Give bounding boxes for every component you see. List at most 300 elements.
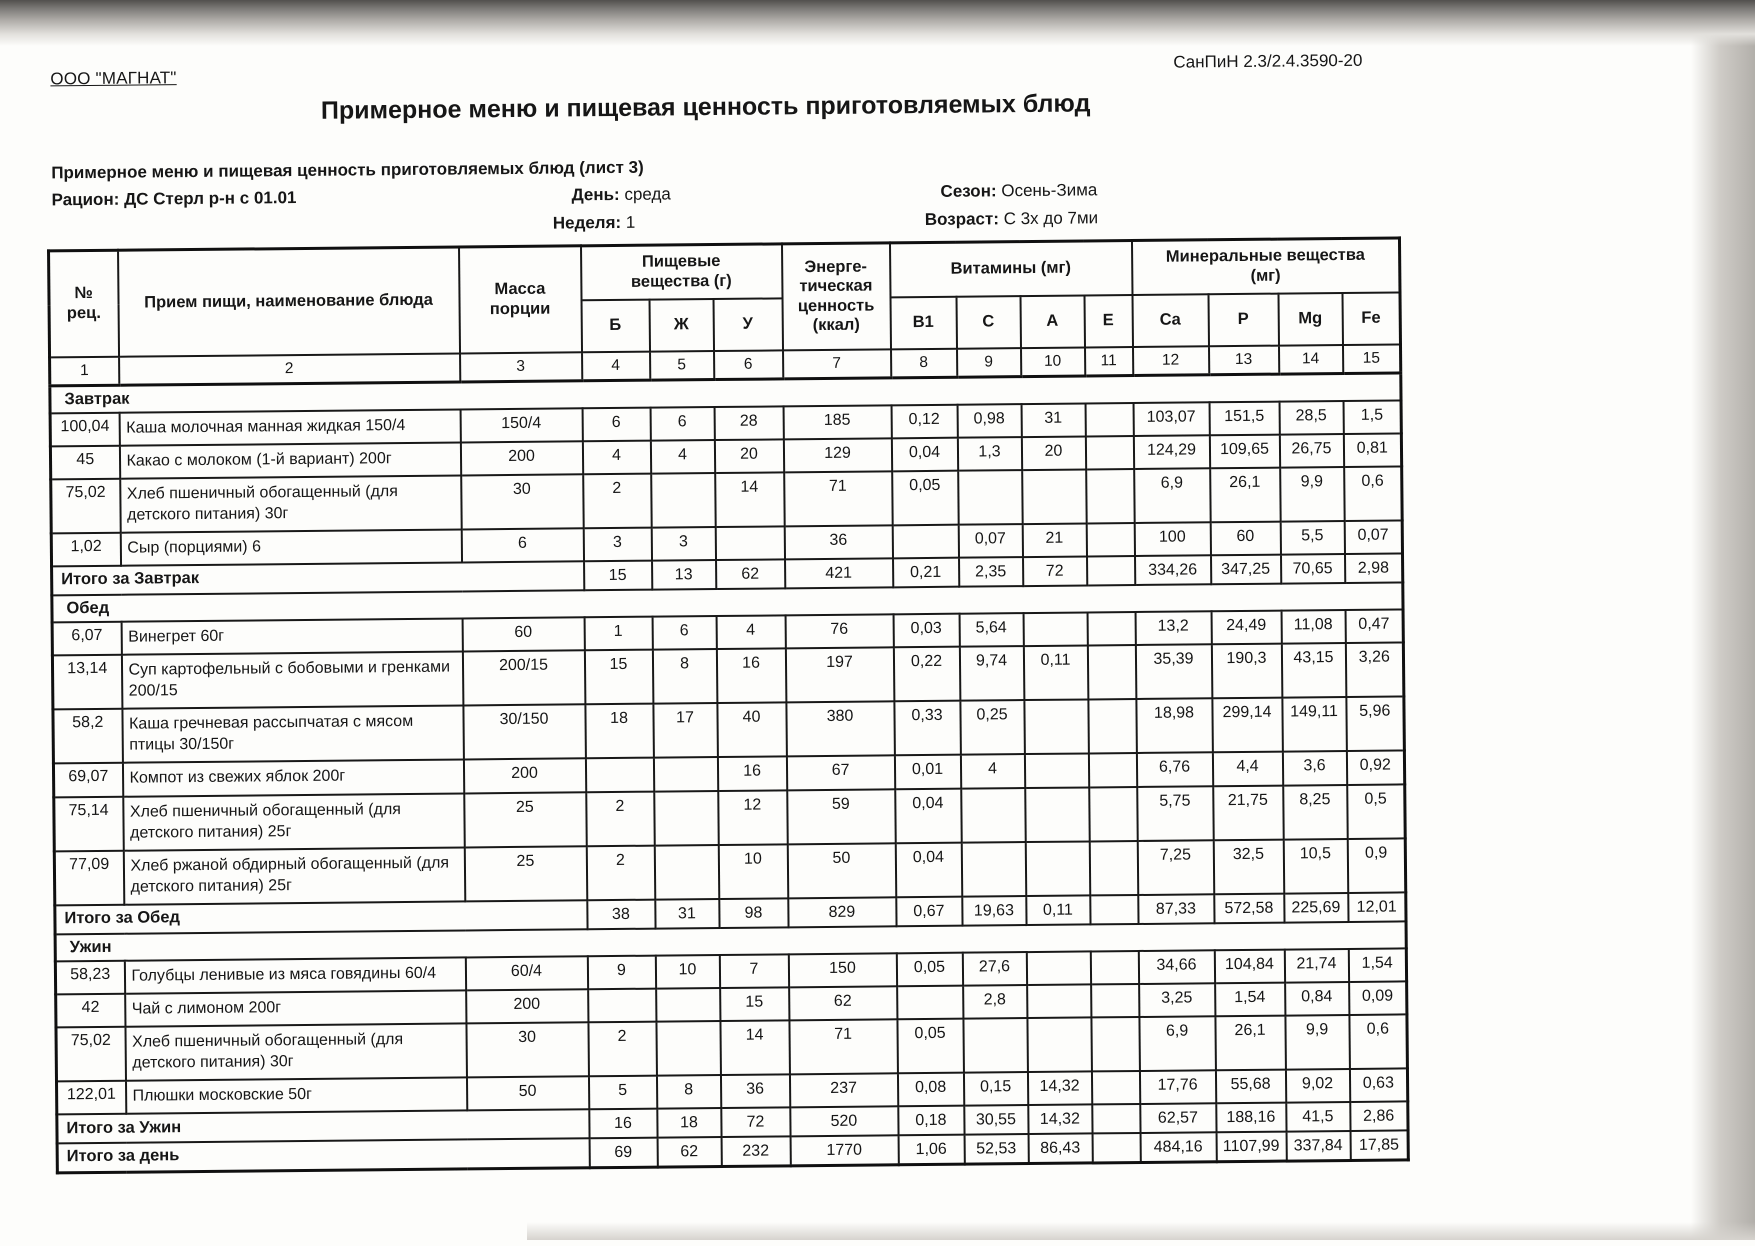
value-cell: 17 (653, 703, 718, 758)
value-cell: 0,05 (896, 952, 962, 986)
value-cell: 6,9 (1134, 468, 1211, 523)
column-number: 13 (1209, 345, 1279, 374)
total-value-cell: 829 (788, 897, 896, 927)
value-cell (1090, 951, 1138, 985)
header-vitamin-a: A (1020, 295, 1084, 348)
value-cell (1089, 786, 1138, 841)
value-cell: 5,5 (1280, 521, 1344, 555)
value-cell (1085, 403, 1133, 437)
column-number: 3 (460, 352, 582, 382)
value-cell: 16 (717, 757, 786, 791)
total-value-cell: 421 (785, 558, 893, 588)
total-value-cell: 2,35 (959, 557, 1023, 586)
header-vitamin-e: E (1084, 295, 1132, 347)
value-cell: 14 (720, 1020, 790, 1075)
value-cell: 5,64 (959, 613, 1023, 647)
value-cell (897, 986, 963, 1020)
value-cell: 0,15 (963, 1072, 1027, 1106)
header-carbs: У (713, 298, 783, 351)
total-label: Итого за Обед (55, 900, 587, 934)
total-value-cell: 572,58 (1214, 894, 1284, 923)
total-value-cell (1087, 556, 1135, 585)
total-value-cell (1092, 1133, 1140, 1163)
column-number: 1 (50, 356, 119, 385)
total-value-cell: 1,06 (898, 1135, 964, 1165)
total-value-cell: 62 (657, 1137, 721, 1167)
total-value-cell: 31 (655, 899, 719, 928)
value-cell: 0,12 (891, 404, 957, 438)
value-cell: 0,6 (1349, 1014, 1408, 1069)
total-value-cell: 62,57 (1140, 1104, 1216, 1134)
value-cell (892, 525, 958, 559)
recipe-number: 42 (56, 994, 125, 1028)
scanner-edge-shadow-right (1691, 0, 1755, 1240)
value-cell (963, 1018, 1028, 1073)
value-cell: 12 (718, 790, 788, 845)
week-field (553, 213, 636, 234)
value-cell: 190,3 (1211, 644, 1282, 699)
value-cell: 0,07 (958, 524, 1022, 558)
header-recipe-number: № рец. (49, 250, 119, 357)
value-cell: 0,6 (1344, 466, 1403, 521)
value-cell: 0,04 (895, 842, 962, 897)
value-cell (654, 791, 719, 846)
value-cell (1027, 984, 1091, 1018)
portion-mass: 60/4 (465, 956, 587, 990)
total-value-cell: 232 (721, 1136, 790, 1166)
value-cell: 28,5 (1279, 400, 1343, 434)
column-number: 8 (891, 348, 957, 377)
value-cell: 0,03 (893, 614, 959, 648)
value-cell (656, 1021, 721, 1076)
value-cell (1087, 645, 1136, 700)
value-cell: 0,84 (1285, 982, 1349, 1016)
value-cell (1087, 612, 1135, 646)
value-cell: 8 (652, 649, 717, 704)
total-value-cell: 38 (587, 900, 655, 929)
total-value-cell: 30,55 (964, 1105, 1028, 1134)
value-cell: 5,75 (1137, 786, 1214, 841)
value-cell: 3 (583, 528, 651, 562)
value-cell (961, 842, 1026, 897)
ration-label: Рацион: (51, 190, 119, 210)
portion-mass: 200/15 (462, 650, 585, 705)
value-cell: 13,2 (1135, 611, 1211, 645)
value-cell (1088, 753, 1136, 787)
dish-name: Суп картофельный с бобовыми и гренками 200/15 (121, 651, 463, 708)
value-cell: 71 (784, 471, 893, 526)
dish-name: Чай с лимоном 200г (125, 990, 466, 1026)
value-cell: 129 (783, 438, 891, 472)
value-cell (1091, 1017, 1140, 1072)
value-cell (656, 988, 720, 1022)
value-cell: 6 (652, 616, 716, 650)
header-meal-dish: Прием пищи, наименование блюда (118, 247, 460, 356)
value-cell (585, 758, 653, 792)
column-number: 7 (783, 349, 891, 379)
value-cell: 26,75 (1279, 434, 1343, 468)
column-number: 10 (1021, 347, 1085, 376)
recipe-number: 13,14 (52, 655, 122, 710)
value-cell: 4 (582, 440, 650, 474)
menu-table (47, 236, 1410, 1174)
organization-name: ООО "МАГНАТ" (50, 68, 176, 89)
recipe-number: 75,02 (51, 478, 121, 533)
value-cell: 0,09 (1349, 981, 1407, 1015)
total-value-cell: 1107,99 (1216, 1132, 1286, 1162)
value-cell: 9,02 (1285, 1069, 1349, 1103)
total-label: Итого за Завтрак (52, 561, 584, 595)
value-cell (1089, 841, 1138, 896)
portion-mass: 25 (464, 846, 587, 901)
value-cell: 28 (714, 406, 783, 440)
value-cell (958, 470, 1023, 525)
season-value: Осень-Зима (1001, 180, 1097, 200)
total-value-cell: 337,84 (1286, 1131, 1350, 1161)
value-cell: 0,01 (894, 755, 960, 789)
column-number: 6 (714, 350, 783, 379)
total-value-cell: 86,43 (1028, 1134, 1092, 1164)
total-value-cell: 69 (589, 1138, 657, 1168)
menu-table-body (50, 372, 1409, 1172)
total-value-cell: 62 (716, 559, 785, 588)
value-cell: 185 (783, 405, 891, 439)
value-cell: 0,25 (960, 700, 1025, 755)
total-value-cell: 87,33 (1138, 894, 1214, 924)
value-cell: 0,9 (1347, 838, 1406, 893)
recipe-number: 1,02 (51, 533, 120, 567)
value-cell: 0,98 (957, 404, 1021, 438)
dish-name: Голубцы ленивые из мяса говядины 60/4 (124, 957, 465, 993)
scanner-edge-shadow-top (0, 0, 1755, 46)
value-cell: 4 (650, 440, 714, 474)
total-value-cell: 484,16 (1140, 1132, 1216, 1162)
value-cell (961, 788, 1026, 843)
column-number: 15 (1342, 344, 1400, 373)
value-cell: 50 (787, 843, 896, 898)
portion-mass: 30 (466, 1022, 589, 1077)
value-cell: 35,39 (1135, 644, 1212, 699)
dish-name: Хлеб пшеничный обогащенный (для детского питания) 30г (120, 475, 462, 532)
header-vitamin-c: C (956, 296, 1020, 349)
value-cell: 5,96 (1346, 697, 1405, 752)
dish-name: Винегрет 60г (121, 618, 462, 654)
value-cell: 10,5 (1283, 839, 1348, 894)
value-cell: 0,33 (894, 701, 961, 756)
header-nutrients-group: Пищевые вещества (г) (581, 244, 783, 300)
recipe-number: 58,2 (53, 709, 123, 764)
season-label: Сезон: (940, 181, 996, 201)
portion-mass: 150/4 (460, 408, 582, 442)
value-cell: 3 (651, 527, 715, 561)
dish-name: Хлеб ржаной обдирный обогащенный (для детского питания) 25г (123, 847, 465, 904)
value-cell: 40 (717, 703, 787, 758)
total-value-cell: 17,85 (1350, 1130, 1408, 1160)
value-cell: 0,11 (1023, 645, 1088, 700)
meal-section-title: Ужин (55, 921, 1406, 961)
value-cell: 1,3 (957, 437, 1021, 471)
total-value-cell: 2,86 (1350, 1102, 1408, 1131)
portion-mass: 25 (464, 792, 587, 847)
value-cell (1086, 523, 1134, 557)
recipe-number: 69,07 (53, 763, 122, 797)
total-value-cell: 70,65 (1281, 554, 1345, 583)
dish-name: Каша молочная манная жидкая 150/4 (119, 409, 460, 445)
value-cell (1024, 700, 1089, 755)
dish-name: Компот из свежих яблок 200г (122, 760, 463, 796)
age-label: Возраст: (925, 209, 999, 229)
total-value-cell: 188,16 (1216, 1103, 1286, 1132)
value-cell (1091, 984, 1139, 1018)
portion-mass: 50 (466, 1076, 588, 1110)
day-value: среда (624, 184, 671, 203)
value-cell: 36 (784, 525, 892, 559)
value-cell (1025, 787, 1090, 842)
total-value-cell: 72 (721, 1108, 790, 1137)
value-cell: 20 (714, 439, 783, 473)
total-value-cell: 0,67 (896, 897, 962, 926)
total-value-cell: 2,98 (1345, 553, 1403, 582)
total-value-cell: 12,01 (1348, 892, 1406, 921)
total-value-cell: 225,69 (1284, 893, 1348, 922)
portion-mass: 30 (461, 474, 584, 529)
value-cell: 4,4 (1212, 752, 1282, 786)
value-cell: 62 (789, 986, 897, 1020)
recipe-number: 75,14 (54, 796, 124, 851)
value-cell: 0,47 (1345, 609, 1403, 643)
value-cell (1022, 469, 1087, 524)
total-value-cell: 15 (584, 561, 652, 590)
dish-name: Хлеб пшеничный обогащенный (для детского питания) 25г (123, 793, 465, 850)
value-cell: 31 (1021, 403, 1085, 437)
portion-mass: 200 (463, 759, 585, 793)
value-cell: 237 (789, 1073, 897, 1107)
value-cell: 109,65 (1209, 434, 1279, 468)
dish-name: Плюшки московские 50г (125, 1078, 466, 1114)
value-cell (1023, 612, 1087, 646)
value-cell: 11,08 (1281, 610, 1345, 644)
recipe-number: 77,09 (54, 850, 124, 905)
column-number: 9 (957, 348, 1021, 377)
value-cell: 36 (720, 1075, 789, 1109)
header-minerals-group: Минеральные вещества (мг) (1131, 238, 1400, 295)
value-cell: 24,49 (1211, 610, 1281, 644)
value-cell (1027, 1017, 1092, 1072)
value-cell (653, 757, 717, 791)
value-cell: 59 (787, 789, 896, 844)
document-subtitle: Примерное меню и пищевая ценность приготовляемых блюд (лист 3) (51, 158, 644, 184)
ration-field (51, 188, 296, 210)
recipe-number: 122,01 (56, 1081, 125, 1115)
value-cell: 1 (584, 616, 652, 650)
value-cell: 34,66 (1138, 950, 1214, 984)
value-cell: 60 (1210, 522, 1280, 556)
total-value-cell: 520 (790, 1107, 898, 1137)
value-cell: 27,6 (962, 952, 1026, 986)
value-cell: 0,08 (897, 1073, 963, 1107)
value-cell: 2 (583, 473, 652, 528)
value-cell: 14 (715, 472, 785, 527)
total-label: Итого за Ужин (57, 1110, 589, 1144)
value-cell: 21 (1022, 523, 1086, 557)
total-value-cell: 18 (657, 1108, 721, 1137)
week-value: 1 (626, 213, 636, 232)
header-phosphorus: P (1208, 293, 1278, 346)
value-cell: 5 (588, 1076, 656, 1110)
total-value-cell: 19,63 (962, 896, 1026, 925)
value-cell (651, 473, 716, 528)
column-number: 2 (119, 353, 460, 385)
value-cell: 299,14 (1212, 698, 1283, 753)
value-cell: 124,29 (1133, 435, 1209, 469)
day-field (571, 184, 670, 205)
document-title: Примерное меню и пищевая ценность приготовляемых блюд (56, 87, 1356, 128)
value-cell: 0,05 (892, 470, 959, 525)
age-field (925, 208, 1099, 230)
column-number: 14 (1279, 344, 1343, 373)
value-cell: 9,9 (1280, 467, 1345, 522)
total-value-cell: 13 (652, 560, 716, 589)
total-value-cell: 347,25 (1211, 555, 1281, 584)
value-cell (1091, 1071, 1139, 1105)
value-cell: 6,9 (1139, 1016, 1216, 1071)
header-vitamin-b1: B1 (890, 296, 956, 349)
value-cell (1026, 951, 1090, 985)
day-label: День: (571, 185, 619, 204)
value-cell: 26,1 (1215, 1016, 1286, 1071)
value-cell: 26,1 (1210, 467, 1281, 522)
value-cell: 7 (719, 954, 788, 988)
value-cell: 71 (789, 1019, 898, 1074)
value-cell: 20 (1021, 436, 1085, 470)
dish-name: Каша гречневая рассыпчатая с мясом птицы 30/150г (122, 706, 464, 763)
value-cell: 149,11 (1282, 697, 1347, 752)
value-cell: 4 (716, 615, 785, 649)
portion-mass: 30/150 (463, 704, 586, 759)
total-label: Итого за день (57, 1138, 589, 1172)
value-cell: 9,74 (959, 646, 1024, 701)
value-cell: 1,5 (1343, 400, 1401, 434)
portion-mass: 200 (466, 989, 588, 1023)
value-cell: 1,54 (1348, 948, 1406, 982)
menu-table-container (47, 236, 1412, 1174)
portion-mass: 6 (461, 528, 583, 562)
value-cell: 0,22 (893, 647, 960, 702)
value-cell: 100 (1134, 522, 1210, 556)
value-cell: 1,54 (1215, 982, 1285, 1016)
sanpin-reference: СанПиН 2.3/2.4.3590-20 (1173, 51, 1362, 73)
value-cell: 15 (720, 987, 789, 1021)
value-cell: 6 (582, 407, 650, 441)
value-cell (1086, 469, 1135, 524)
value-cell: 21,75 (1213, 785, 1284, 840)
value-cell: 43,15 (1281, 643, 1346, 698)
value-cell: 150 (788, 953, 896, 987)
scanner-edge-shadow-bottom (527, 1222, 1755, 1240)
column-number: 12 (1133, 346, 1209, 375)
value-cell (1088, 699, 1137, 754)
header-iron: Fe (1342, 292, 1401, 345)
value-cell (715, 526, 784, 560)
season-field (940, 180, 1097, 202)
value-cell: 4 (960, 754, 1024, 788)
value-cell (1024, 754, 1088, 788)
value-cell: 2 (586, 791, 655, 846)
value-cell: 17,76 (1139, 1070, 1215, 1104)
portion-mass: 200 (460, 441, 582, 475)
value-cell (1025, 841, 1090, 896)
total-value-cell: 16 (589, 1109, 657, 1138)
header-protein: Б (581, 299, 649, 352)
value-cell: 0,92 (1346, 751, 1404, 785)
value-cell: 8 (656, 1075, 720, 1109)
total-value-cell (1092, 1104, 1140, 1133)
value-cell: 0,04 (891, 437, 957, 471)
recipe-number: 58,23 (55, 960, 124, 994)
meal-section-title: Обед (52, 582, 1403, 622)
total-value-cell: 1770 (790, 1135, 898, 1165)
column-number: 4 (582, 351, 650, 380)
menu-table-head (49, 238, 1401, 385)
value-cell: 3,26 (1345, 642, 1404, 697)
value-cell: 7,25 (1137, 840, 1214, 895)
value-cell: 55,68 (1215, 1070, 1285, 1104)
value-cell: 0,07 (1344, 520, 1402, 554)
value-cell: 10 (655, 955, 719, 989)
value-cell: 0,05 (897, 1019, 964, 1074)
value-cell: 67 (786, 756, 894, 790)
value-cell: 14,32 (1027, 1072, 1091, 1106)
total-value-cell: 52,53 (964, 1134, 1028, 1164)
total-value-cell: 41,5 (1286, 1102, 1350, 1131)
value-cell: 0,63 (1349, 1069, 1407, 1103)
portion-mass: 60 (462, 617, 584, 651)
value-cell: 197 (785, 647, 894, 702)
recipe-number: 45 (50, 445, 119, 479)
value-cell: 6,76 (1136, 753, 1212, 787)
value-cell: 0,04 (895, 788, 962, 843)
value-cell (1085, 436, 1133, 470)
value-cell: 0,81 (1343, 433, 1401, 467)
value-cell: 104,84 (1214, 949, 1284, 983)
ration-value: ДС Стерл р-н с 01.01 (124, 188, 297, 209)
recipe-number: 75,02 (56, 1027, 126, 1082)
age-value: С 3х до 7ми (1004, 208, 1099, 228)
value-cell: 2 (586, 845, 655, 900)
header-portion-mass: Масса порции (459, 246, 582, 353)
total-value-cell: 0,21 (893, 558, 959, 587)
value-cell: 0,5 (1347, 784, 1406, 839)
value-cell (654, 845, 719, 900)
value-cell: 18 (585, 704, 654, 759)
value-cell: 3,25 (1139, 983, 1215, 1017)
value-cell: 21,74 (1284, 949, 1348, 983)
column-number: 11 (1085, 347, 1133, 376)
header-vitamins-group: Витамины (мг) (890, 241, 1133, 297)
value-cell: 3,6 (1282, 751, 1346, 785)
total-value-cell (1090, 895, 1138, 924)
value-cell: 6 (650, 407, 714, 441)
header-energy: Энерге- тическая ценность (ккал) (782, 243, 891, 350)
value-cell (588, 988, 656, 1022)
dish-name: Хлеб пшеничный обогащенный (для детского питания) 30г (125, 1023, 467, 1080)
header-magnesium: Mg (1278, 293, 1342, 346)
value-cell: 32,5 (1213, 839, 1284, 894)
meal-section-title: Завтрак (50, 372, 1401, 412)
value-cell: 8,25 (1283, 784, 1348, 839)
value-cell: 151,5 (1209, 401, 1279, 435)
value-cell: 18,98 (1136, 698, 1213, 753)
